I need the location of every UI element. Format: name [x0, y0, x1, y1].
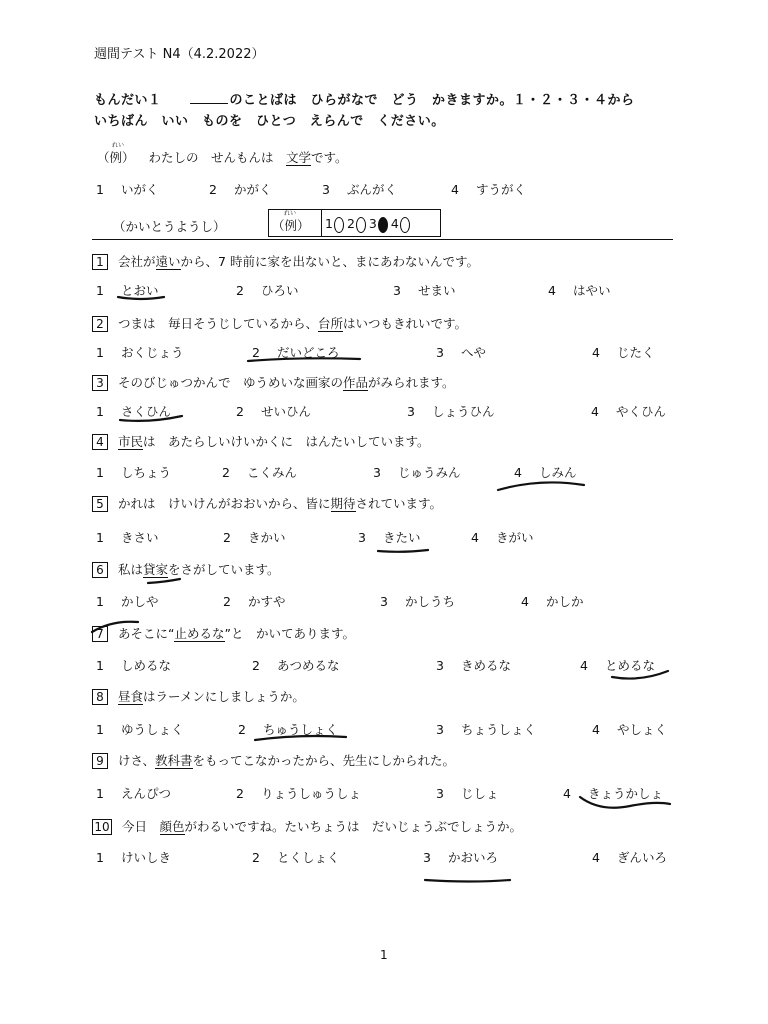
- choice-text: きがい: [496, 530, 534, 545]
- choice-number: 4: [563, 786, 571, 801]
- question-1-choice-2: [236, 281, 299, 299]
- answer-bubble-1: [334, 217, 344, 233]
- choice-text: やくひん: [616, 404, 667, 419]
- choice-text: ひろい: [261, 283, 299, 298]
- question-6-choice-3: [380, 592, 455, 610]
- choice-number: 1: [96, 345, 104, 360]
- question-target-word: 期待: [330, 496, 356, 511]
- choice-number: 2: [236, 283, 244, 298]
- question-text-post: されています。: [355, 496, 443, 511]
- choice-number: 1: [96, 786, 104, 801]
- question-2-choice-3: [436, 343, 486, 361]
- question-2-choice-2: [252, 343, 340, 361]
- question-text-post: をもってこなかったから、先生にしかられた。: [192, 753, 456, 768]
- choice-text: あつめるな: [277, 658, 340, 673]
- choice-text: ちゅうしょく: [263, 722, 339, 737]
- question-7: [92, 624, 355, 642]
- section-divider: [92, 239, 673, 240]
- question-text-pre: つまは 毎日そうじしているから、: [118, 316, 319, 331]
- choice-text: きょうかしょ: [588, 786, 664, 801]
- choice-text: ぎんいろ: [617, 850, 668, 865]
- question-7-choice-4: [580, 656, 655, 674]
- question-target-word: 顔色: [159, 819, 185, 834]
- choice-text: せまい: [418, 283, 456, 298]
- choice-number: 3: [358, 530, 366, 545]
- question-6: [92, 560, 280, 578]
- question-number-box: 3: [92, 375, 108, 391]
- question-1-choice-3: [393, 281, 456, 299]
- choice-number: 1: [96, 594, 104, 609]
- question-text-post: をさがしています。: [168, 562, 280, 577]
- question-9-choice-2: [236, 784, 361, 802]
- example-furigana: れい: [112, 142, 125, 149]
- question-text-post: がみられます。: [368, 375, 455, 390]
- question-2-choice-1: [96, 343, 184, 361]
- question-text-pre: そのびじゅつかんで ゆうめいな画家の: [118, 375, 344, 390]
- question-5: [92, 494, 442, 512]
- choice-number: 2: [222, 465, 230, 480]
- question-text-post: がわるいですね。たいちょうは だいじょうぶでしょうか。: [184, 819, 523, 834]
- question-7-choice-1: [96, 656, 171, 674]
- question-7-choice-3: [436, 656, 511, 674]
- choice-text: へや: [461, 345, 487, 360]
- question-10: [92, 817, 522, 835]
- choice-number: 1: [96, 283, 104, 298]
- question-target-word: 昼食: [118, 689, 144, 704]
- question-number-box: 9: [92, 753, 108, 769]
- choice-number: 1: [96, 465, 104, 480]
- choice-text: はやい: [573, 283, 611, 298]
- choice-text: きさい: [121, 530, 159, 545]
- question-10-choice-1: [96, 848, 171, 866]
- bubble-number-2: 2: [346, 216, 355, 231]
- question-text-pre: 私は: [118, 562, 144, 577]
- pen-underline-q4: [498, 482, 584, 490]
- choice-text: しちょう: [121, 465, 172, 480]
- example-target-word: 文学: [286, 150, 312, 165]
- answer-sheet-divider: [321, 209, 322, 237]
- choice-number: 4: [580, 658, 588, 673]
- choice-text: きかい: [248, 530, 286, 545]
- question-number-box: 8: [92, 689, 108, 705]
- example-label: （例）: [97, 150, 135, 165]
- choice-number: 4: [591, 404, 599, 419]
- question-8-choice-2: [238, 720, 338, 738]
- question-6-choice-1: [96, 592, 159, 610]
- example-choice-1: 1 いがく: [96, 182, 159, 197]
- question-9-choice-4: [563, 784, 663, 802]
- question-number-box: 6: [92, 562, 108, 578]
- question-target-word: 市民: [118, 434, 144, 449]
- question-4-choice-3: [373, 463, 461, 481]
- choice-text: じしょ: [461, 786, 499, 801]
- question-text-post: ”と かいてあります。: [224, 626, 355, 641]
- choice-number: 1: [96, 530, 104, 545]
- instruction-text: のことばは ひらがなで どう かきますか。１・２・３・４から: [229, 93, 635, 108]
- choice-text: きめるな: [461, 658, 512, 673]
- choice-text: とくしょく: [277, 850, 340, 865]
- question-5-choice-3: [358, 528, 421, 546]
- question-target-word: 貸家: [143, 562, 169, 577]
- question-1: [92, 252, 479, 270]
- question-1-choice-4: [548, 281, 611, 299]
- choice-number: 2: [223, 530, 231, 545]
- question-3-choice-4: [591, 402, 666, 420]
- problem-number: もんだい１: [94, 93, 162, 108]
- choice-text: じたく: [617, 345, 655, 360]
- question-8: [92, 687, 305, 705]
- choice-number: 3: [373, 465, 381, 480]
- choice-text: えんぴつ: [121, 786, 172, 801]
- pen-underline-q5: [378, 550, 428, 552]
- question-target-word: 教科書: [155, 753, 193, 768]
- question-4: [92, 432, 430, 450]
- choice-text: だいどころ: [277, 345, 340, 360]
- choice-text: かしや: [121, 594, 159, 609]
- bubble-number-4: 4: [390, 216, 399, 231]
- choice-text: とめるな: [605, 658, 656, 673]
- choice-text: しょうひん: [432, 404, 495, 419]
- question-target-word: 作品: [343, 375, 369, 390]
- choice-text: さくひん: [121, 404, 172, 419]
- question-text-post: から、7 時前に家を出ないと、まにあわないんです。: [180, 254, 479, 269]
- page-header: 週間テスト N4（4.2.2022）: [94, 47, 265, 62]
- choice-text: ちょうしょく: [461, 722, 537, 737]
- question-number-box: 2: [92, 316, 108, 332]
- question-target-word: 台所: [318, 316, 344, 331]
- question-number-box: 7: [92, 626, 108, 642]
- choice-number: 1: [96, 658, 104, 673]
- choice-number: 2: [252, 345, 260, 360]
- choice-text: とおい: [121, 283, 159, 298]
- choice-number: 4: [592, 850, 600, 865]
- choice-text: しみん: [539, 465, 577, 480]
- question-4-choice-4: [514, 463, 577, 481]
- choice-text: けいしき: [121, 850, 172, 865]
- choice-number: 4: [514, 465, 522, 480]
- choice-number: 3: [423, 850, 431, 865]
- example-choice-2: 2 かがく: [209, 182, 272, 197]
- choice-number: 4: [471, 530, 479, 545]
- choice-text: しめるな: [121, 658, 172, 673]
- question-5-choice-1: [96, 528, 159, 546]
- question-number-box: 5: [92, 496, 108, 512]
- question-5-choice-4: [471, 528, 534, 546]
- question-8-choice-4: [592, 720, 667, 738]
- question-4-choice-2: [222, 463, 297, 481]
- instruction-line-2: いちばん いい ものを ひとつ えらんで ください。: [94, 114, 445, 129]
- choice-text: おくじょう: [121, 345, 184, 360]
- question-6-choice-2: [223, 592, 286, 610]
- choice-text: かおいろ: [448, 850, 499, 865]
- question-2: [92, 314, 467, 332]
- example-sentence: [97, 142, 348, 166]
- question-1-choice-1: [96, 281, 159, 299]
- question-text-pre: 会社が: [118, 254, 156, 269]
- answer-bubbles: [325, 216, 413, 233]
- question-text-pre: あそこに“: [118, 626, 175, 641]
- pen-underline-q10: [425, 880, 510, 882]
- answer-sheet-furigana: れい: [284, 210, 297, 217]
- bubble-number-1: 1: [325, 216, 333, 231]
- choice-number: 2: [236, 404, 244, 419]
- question-3-choice-3: [407, 402, 495, 420]
- example-choice-4: 4 すうがく: [451, 182, 527, 197]
- choice-number: 3: [436, 658, 444, 673]
- question-target-word: 止めるな: [174, 626, 225, 641]
- question-text-post: はいつもきれいです。: [343, 316, 468, 331]
- choice-number: 4: [548, 283, 556, 298]
- choice-number: 4: [521, 594, 529, 609]
- question-6-choice-4: [521, 592, 584, 610]
- question-8-choice-3: [436, 720, 536, 738]
- question-text-pre: 今日: [122, 819, 160, 834]
- blank-line: [190, 91, 228, 104]
- question-number-box: 10: [92, 819, 112, 835]
- choice-number: 2: [252, 658, 260, 673]
- choice-text: りょうしゅうしょ: [261, 786, 362, 801]
- choice-number: 3: [436, 722, 444, 737]
- question-3: [92, 373, 455, 391]
- answer-sheet-example-label: [272, 210, 310, 234]
- question-9-choice-3: [436, 784, 499, 802]
- choice-number: 1: [96, 404, 104, 419]
- choice-number: 2: [238, 722, 246, 737]
- choice-number: 2: [252, 850, 260, 865]
- question-10-choice-2: [252, 848, 340, 866]
- choice-number: 3: [436, 345, 444, 360]
- question-text-pre: かれは けいけんがおおいから、皆に: [118, 496, 331, 511]
- choice-number: 3: [393, 283, 401, 298]
- question-text-post: は あたらしいけいかくに はんたいしています。: [143, 434, 430, 449]
- choice-number: 3: [436, 786, 444, 801]
- question-9: [92, 751, 455, 769]
- choice-number: 3: [380, 594, 388, 609]
- answer-sheet-example-text: （例）: [272, 218, 310, 233]
- choice-text: かしうち: [405, 594, 456, 609]
- choice-text: ゆうしょく: [121, 722, 184, 737]
- question-number-box: 1: [92, 254, 108, 270]
- choice-number: 4: [592, 722, 600, 737]
- question-10-choice-4: [592, 848, 667, 866]
- choice-text: じゅうみん: [398, 465, 461, 480]
- pen-underline-q6: [148, 579, 180, 583]
- question-3-choice-1: [96, 402, 171, 420]
- answer-sheet-label: （かいとうようし）: [113, 219, 226, 234]
- example-choice-3: 3 ぶんがく: [322, 182, 398, 197]
- question-text-pre: けさ、: [118, 753, 156, 768]
- choice-number: 4: [592, 345, 600, 360]
- bubble-number-3: 3: [368, 216, 377, 231]
- question-number-box: 4: [92, 434, 108, 450]
- question-5-choice-2: [223, 528, 286, 546]
- instruction-line-1: [94, 89, 635, 108]
- choice-number: 1: [96, 722, 104, 737]
- question-7-choice-2: [252, 656, 340, 674]
- choice-text: やしょく: [617, 722, 668, 737]
- question-10-choice-3: [423, 848, 498, 866]
- question-text-post: はラーメンにしましょうか。: [143, 689, 305, 704]
- example-text-end: です。: [311, 150, 348, 165]
- choice-text: かすや: [248, 594, 286, 609]
- choice-text: かしか: [546, 594, 584, 609]
- page-number: 1: [380, 948, 388, 962]
- choice-number: 2: [236, 786, 244, 801]
- question-target-word: 遠い: [155, 254, 181, 269]
- answer-bubble-2: [356, 217, 366, 233]
- question-4-choice-1: [96, 463, 171, 481]
- choice-number: 3: [407, 404, 415, 419]
- question-9-choice-1: [96, 784, 171, 802]
- choice-number: 1: [96, 850, 104, 865]
- choice-text: せいひん: [261, 404, 312, 419]
- question-3-choice-2: [236, 402, 311, 420]
- question-2-choice-4: [592, 343, 655, 361]
- choice-text: こくみん: [247, 465, 298, 480]
- answer-bubble-4: [400, 217, 410, 233]
- answer-bubble-3-filled: [378, 217, 388, 233]
- choice-number: 2: [223, 594, 231, 609]
- example-text: わたしの せんもんは: [148, 150, 287, 165]
- question-8-choice-1: [96, 720, 184, 738]
- choice-text: きたい: [383, 530, 421, 545]
